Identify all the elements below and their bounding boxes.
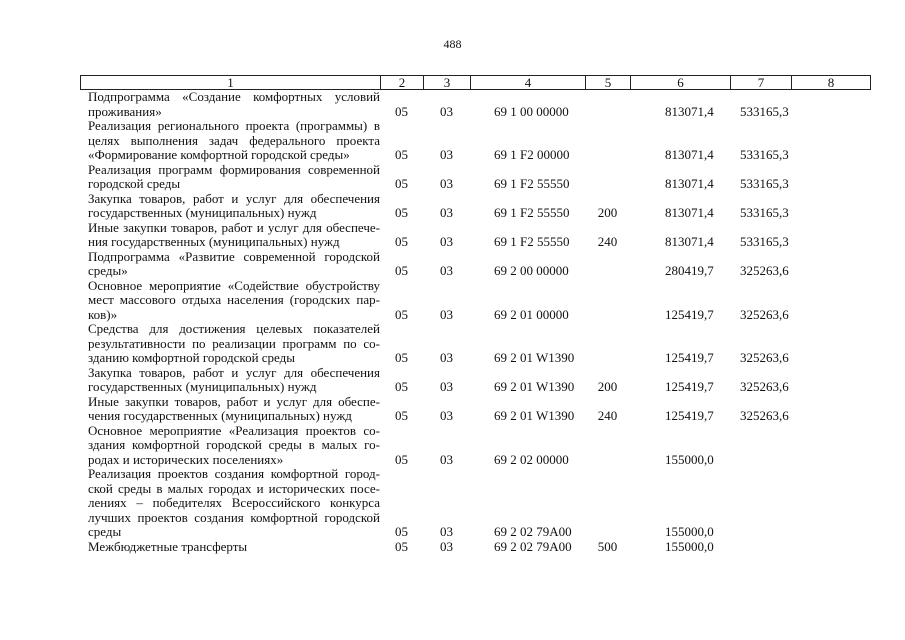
expense-type-code (585, 322, 630, 366)
amount-col-7 (730, 467, 800, 540)
subsection-code: 03 (440, 263, 453, 278)
amount-col-7 (730, 540, 800, 555)
amount-col-6: 155000,0 (665, 451, 714, 467)
target-article-code: 69 2 01 W1390 (494, 379, 575, 394)
row-name: Иные закупки товаров, работ и услуг для обеспечения государственных (муниципальных) нужд (88, 393, 380, 423)
amount-col-7: 325263,6 (740, 408, 789, 423)
header-col-3: 3 (424, 76, 471, 90)
target-article-code: 69 1 00 00000 (494, 103, 569, 119)
expense-type-code: 200 (597, 379, 618, 394)
amount-col-6: 125419,7 (665, 350, 714, 365)
subsection-code: 03 (440, 205, 453, 220)
row-name: Реализация программ формирования современной городской среды (88, 161, 380, 191)
amount-col-8 (800, 424, 880, 468)
amount-col-6: 813071,4 (665, 234, 714, 249)
amount-col-7: 533165,3 (740, 147, 789, 162)
amount-col-7: 533165,3 (740, 176, 789, 191)
row-name: Подпрограмма «Развитие современной городской среды» (88, 248, 380, 278)
target-article-code: 69 2 01 W1390 (494, 408, 575, 423)
target-article-code: 69 2 02 79A00 (494, 524, 572, 539)
amount-col-8 (800, 395, 880, 424)
amount-col-6: 125419,7 (665, 408, 714, 423)
amount-col-6: 155000,0 (665, 538, 714, 554)
subsection-code: 03 (440, 234, 453, 249)
amount-col-8 (800, 366, 880, 395)
amount-col-8 (800, 467, 880, 540)
expense-type-code (585, 163, 630, 192)
amount-col-7: 325263,6 (740, 263, 789, 278)
section-code: 05 (395, 147, 408, 162)
amount-col-6: 813071,4 (665, 147, 714, 162)
section-code: 05 (395, 379, 408, 394)
table-header (80, 75, 871, 90)
row-name: Реализация регионального проекта (программы) в целях выполнения задач федерального проекта «Формирование комфортной городской среды» (88, 118, 380, 162)
subsection-code: 03 (440, 350, 453, 365)
expense-type-code: 200 (597, 205, 618, 220)
amount-col-8 (800, 250, 880, 279)
expense-type-code (585, 119, 630, 163)
target-article-code: 69 1 F2 55550 (494, 234, 570, 249)
subsection-code: 03 (440, 176, 453, 191)
table-row (80, 424, 880, 468)
subsection-code: 03 (440, 524, 453, 539)
amount-col-8 (800, 192, 880, 221)
amount-col-7: 325263,6 (740, 350, 789, 365)
row-name: Средства для достижения целевых показателей результативности по реализации программ по созданию комфортной городской среды (88, 321, 380, 365)
header-col-2: 2 (381, 76, 424, 90)
table-row (80, 540, 880, 555)
amount-col-7: 533165,3 (740, 103, 789, 119)
target-article-code: 69 2 00 00000 (494, 263, 569, 278)
amount-col-7: 325263,6 (740, 379, 789, 394)
target-article-code: 69 1 F2 55550 (494, 205, 570, 220)
row-name: Реализация проектов создания комфортной городской среды в малых городах и исторических поселениях – победителях Всероссийского конкурса лучших проектов создания комфортной городской среды (88, 466, 380, 539)
expense-type-code (585, 250, 630, 279)
section-code: 05 (395, 524, 408, 539)
header-col-4: 4 (471, 76, 586, 90)
expense-type-code (585, 424, 630, 468)
subsection-code: 03 (440, 538, 453, 554)
header-col-8: 8 (792, 76, 871, 90)
expense-type-code: 240 (597, 234, 618, 249)
amount-col-8 (800, 90, 880, 119)
section-code: 05 (395, 205, 408, 220)
table-row (80, 192, 880, 221)
amount-col-6: 125419,7 (665, 379, 714, 394)
amount-col-8 (800, 279, 880, 323)
section-code: 05 (395, 103, 408, 119)
header-col-5: 5 (586, 76, 631, 90)
header-col-6: 6 (631, 76, 731, 90)
row-name: Основное мероприятие «Содействие обустройству мест массового отдыха населения (городских парков)» (88, 277, 380, 322)
table-row (80, 90, 880, 119)
table-row (80, 322, 880, 366)
target-article-code: 69 2 01 00000 (494, 306, 569, 322)
expense-type-code: 500 (597, 538, 618, 554)
expense-type-code (585, 279, 630, 323)
target-article-code: 69 1 F2 55550 (494, 176, 570, 191)
row-name: Подпрограмма «Создание комфортных условий проживания» (88, 89, 380, 119)
subsection-code: 03 (440, 147, 453, 162)
table-row (80, 366, 880, 395)
section-code: 05 (395, 306, 408, 322)
row-name: Закупка товаров, работ и услуг для обеспечения государственных (муниципальных) нужд (88, 364, 380, 394)
amount-col-6: 813071,4 (665, 176, 714, 191)
header-col-7: 7 (731, 76, 792, 90)
subsection-code: 03 (440, 306, 453, 322)
section-code: 05 (395, 263, 408, 278)
amount-col-8 (800, 540, 880, 555)
expense-type-code (585, 90, 630, 119)
target-article-code: 69 2 02 00000 (494, 451, 569, 467)
subsection-code: 03 (440, 379, 453, 394)
row-name: Закупка товаров, работ и услуг для обеспечения государственных (муниципальных) нужд (88, 190, 380, 220)
row-name: Иные закупки товаров, работ и услуг для обеспечения государственных (муниципальных) нужд (88, 219, 380, 249)
section-code: 05 (395, 234, 408, 249)
target-article-code: 69 2 01 W1390 (494, 350, 575, 365)
table-row (80, 163, 880, 192)
expense-type-code (585, 467, 630, 540)
amount-col-8 (800, 119, 880, 163)
subsection-code: 03 (440, 451, 453, 467)
section-code: 05 (395, 408, 408, 423)
table-row (80, 395, 880, 424)
page-number: 488 (443, 37, 462, 51)
header-col-1: 1 (81, 76, 381, 90)
section-code: 05 (395, 176, 408, 191)
amount-col-8 (800, 322, 880, 366)
target-article-code: 69 1 F2 00000 (494, 147, 570, 162)
amount-col-8 (800, 221, 880, 250)
amount-col-6: 125419,7 (665, 306, 714, 322)
amount-col-6: 813071,4 (665, 103, 714, 119)
table-row (80, 221, 880, 250)
amount-col-7: 533165,3 (740, 234, 789, 249)
section-code: 05 (395, 350, 408, 365)
table-row (80, 467, 880, 540)
amount-col-6: 813071,4 (665, 205, 714, 220)
table-row (80, 119, 880, 163)
table-row (80, 250, 880, 279)
row-name: Межбюджетные трансферты (88, 538, 248, 554)
amount-col-7: 325263,6 (740, 306, 789, 322)
amount-col-6: 280419,7 (665, 263, 714, 278)
amount-col-8 (800, 163, 880, 192)
row-name: Основное мероприятие «Реализация проектов создания комфортной городской среды в малых городах и исторических поселениях» (88, 422, 380, 467)
section-code: 05 (395, 451, 408, 467)
section-code: 05 (395, 538, 408, 554)
target-article-code: 69 2 02 79A00 (494, 538, 572, 554)
amount-col-6: 155000,0 (665, 524, 714, 539)
budget-table (80, 90, 880, 554)
subsection-code: 03 (440, 408, 453, 423)
amount-col-7: 533165,3 (740, 205, 789, 220)
subsection-code: 03 (440, 103, 453, 119)
table-row (80, 279, 880, 323)
amount-col-7 (730, 424, 800, 468)
expense-type-code: 240 (597, 408, 618, 423)
